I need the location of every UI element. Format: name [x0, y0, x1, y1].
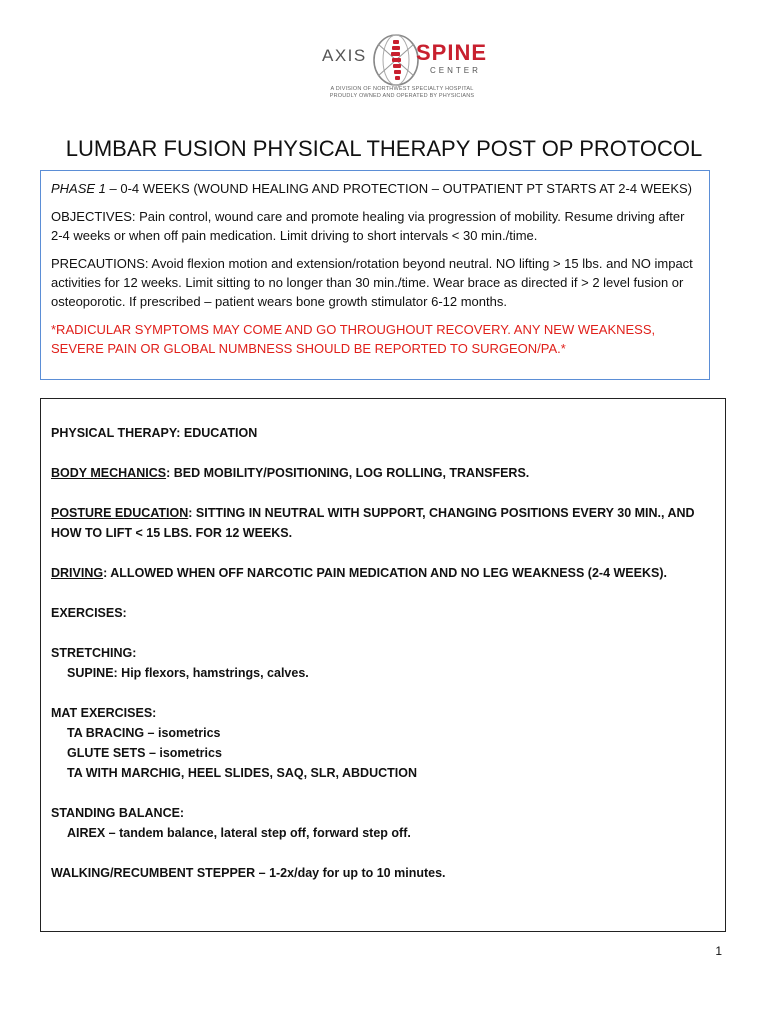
exercises-heading: EXERCISES: — [51, 606, 127, 620]
logo-tagline — [322, 86, 482, 100]
stretching-section — [51, 643, 715, 683]
standing-balance-section — [51, 803, 715, 843]
body-mechanics-text: : BED MOBILITY/POSITIONING, LOG ROLLING, TRANSFERS. — [166, 466, 530, 480]
objectives-text: OBJECTIVES: Pain control, wound care and promote healing via progression of mobility. Resume driving after 2-4 weeks or when off pain medication. Limit driving to short intervals < 30 min./time. — [51, 209, 685, 243]
mat-exercise-item: TA WITH MARCHIG, HEEL SLIDES, SAQ, SLR, ABDUCTION — [67, 766, 417, 780]
document-title: LUMBAR FUSION PHYSICAL THERAPY POST OP PROTOCOL — [65, 136, 703, 161]
mat-exercises-section — [51, 703, 715, 783]
phase-heading — [51, 179, 699, 198]
logo-tagline-line1: A DIVISION OF NORTHWEST SPECIALTY HOSPITAL — [330, 86, 474, 92]
phase-heading-text: – 0-4 WEEKS (WOUND HEALING AND PROTECTION – OUTPATIENT PT STARTS AT 2-4 WEEKS) — [105, 181, 692, 196]
logo-spine-text: SPINE — [416, 40, 488, 65]
walking-item: WALKING/RECUMBENT STEPPER – 1-2x/day for up to 10 minutes. — [51, 866, 446, 880]
mat-exercise-item: GLUTE SETS – isometrics — [67, 746, 222, 760]
body-mechanics-item — [51, 463, 715, 483]
driving-item — [51, 563, 715, 583]
phase-1-box — [40, 170, 710, 380]
driving-label: DRIVING — [51, 566, 104, 580]
posture-education-label: POSTURE EDUCATION — [51, 506, 189, 520]
axis-spine-logo — [312, 30, 512, 102]
driving-text: : ALLOWED WHEN OFF NARCOTIC PAIN MEDICATION AND NO LEG WEAKNESS (2-4 WEEKS). — [103, 566, 667, 580]
spine-globe-icon — [370, 32, 422, 88]
page-number: 1 — [715, 944, 722, 958]
logo-tagline-line2: PROUDLY OWNED AND OPERATED BY PHYSICIANS — [329, 93, 475, 99]
posture-education-item — [51, 503, 715, 543]
body-mechanics-label: BODY MECHANICS — [51, 466, 167, 480]
standing-balance-heading: STANDING BALANCE: — [51, 806, 185, 820]
education-heading: PHYSICAL THERAPY: EDUCATION — [51, 426, 258, 440]
stretching-heading: STRETCHING: — [51, 646, 137, 660]
warning-text: *RADICULAR SYMPTOMS MAY COME AND GO THROUGHOUT RECOVERY. ANY NEW WEAKNESS, SEVERE PAIN OR GLOBAL NUMBNESS SHOULD BE REPORTED TO SURGEON/PA.* — [51, 322, 656, 356]
mat-exercise-item: TA BRACING – isometrics — [67, 726, 221, 740]
logo-axis-text: AXIS — [322, 46, 367, 65]
posture-education-text: : SITTING IN NEUTRAL WITH SUPPORT, CHANGING POSITIONS EVERY 30 MIN., AND HOW TO LIFT < 15 LBS. FOR 12 WEEKS. — [51, 506, 695, 540]
precautions-text: PRECAUTIONS: Avoid flexion motion and extension/rotation beyond neutral. NO lifting > 15 lbs. and NO impact activities for 12 weeks. Limit sitting to no longer than 30 min./time. Wear brace as directed if > 2 level fusion or osteoporotic. If prescribed – patient wears bone growth stimulator 6-12 months. — [51, 256, 693, 309]
education-box — [40, 398, 726, 932]
mat-exercises-heading: MAT EXERCISES: — [51, 706, 157, 720]
standing-balance-item: AIREX – tandem balance, lateral step off, forward step off. — [67, 826, 411, 840]
stretching-item: SUPINE: Hip flexors, hamstrings, calves. — [67, 666, 309, 680]
phase-label: PHASE 1 — [51, 181, 106, 196]
logo-center-text: CENTER — [430, 66, 481, 75]
